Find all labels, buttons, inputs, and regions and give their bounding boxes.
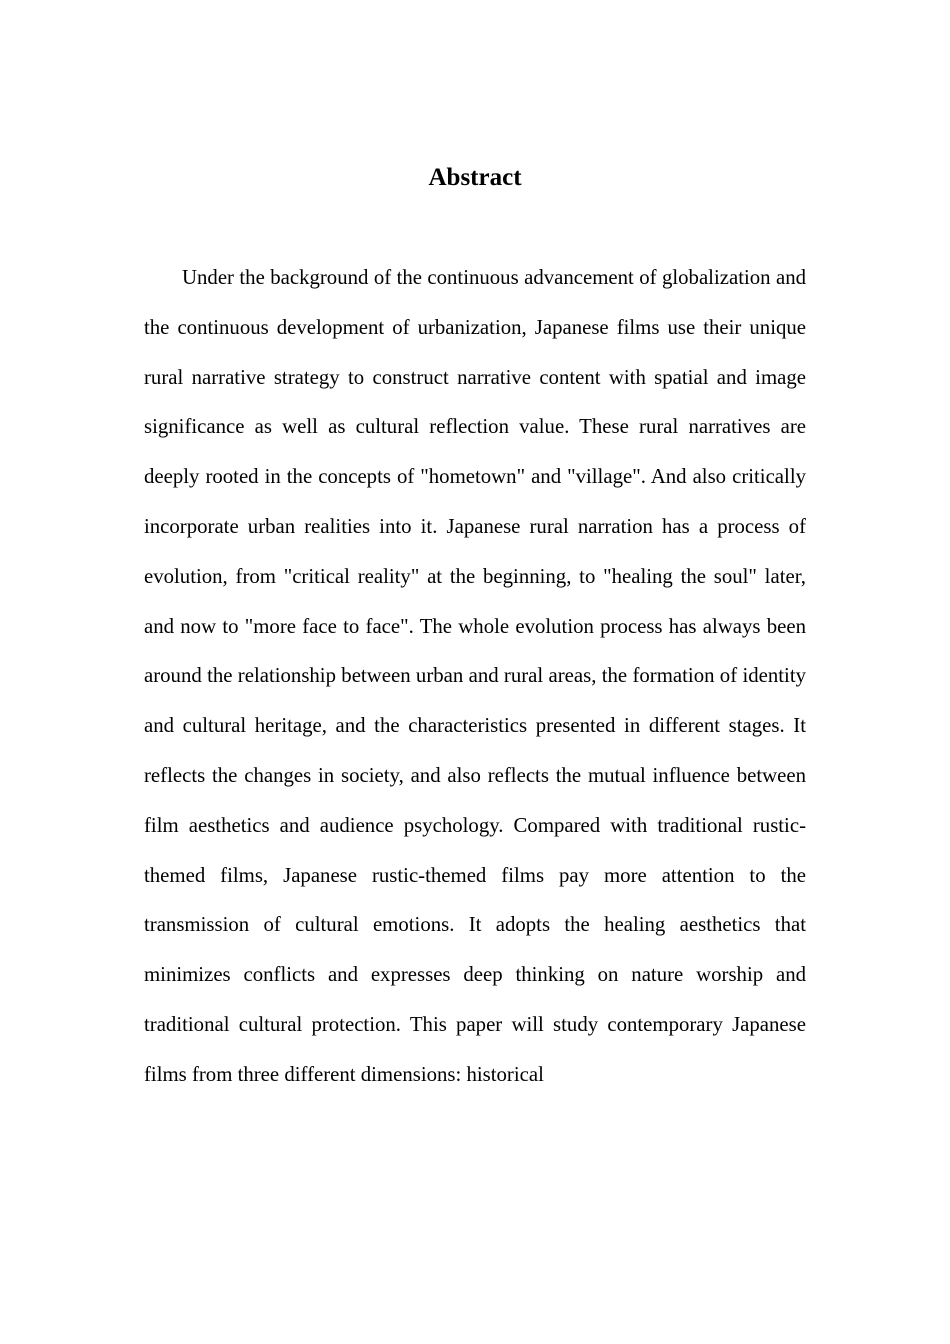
abstract-paragraph: Under the background of the continuous advancement of globalization and the continuous development of urbanization, Japanese films use their unique rural narrative strategy to construct narrative content with spatial and image significance as well as cultural reflection value. These rural narratives are deeply rooted in the concepts of "hometown" and "village". And also critically incorporate urban realities into it. Japanese rural narration has a process of evolution, from "critical reality" at the beginning, to "healing the soul" later, and now to "more face to face". The whole evolution process has always been around the relationship between urban and rural areas, the formation of identity and cultural heritage, and the characteristics presented in different stages. It reflects the changes in society, and also reflects the mutual influence between film aesthetics and audience psychology. Compared with traditional rustic-themed films, Japanese rustic-themed films pay more attention to the transmission of cultural emotions. It adopts the healing aesthetics that minimizes conflicts and expresses deep thinking on nature worship and traditional cultural protection. This paper will study contemporary Japanese films from three different dimensions: historical [144, 266, 806, 1086]
abstract-heading: Abstract [428, 164, 522, 191]
